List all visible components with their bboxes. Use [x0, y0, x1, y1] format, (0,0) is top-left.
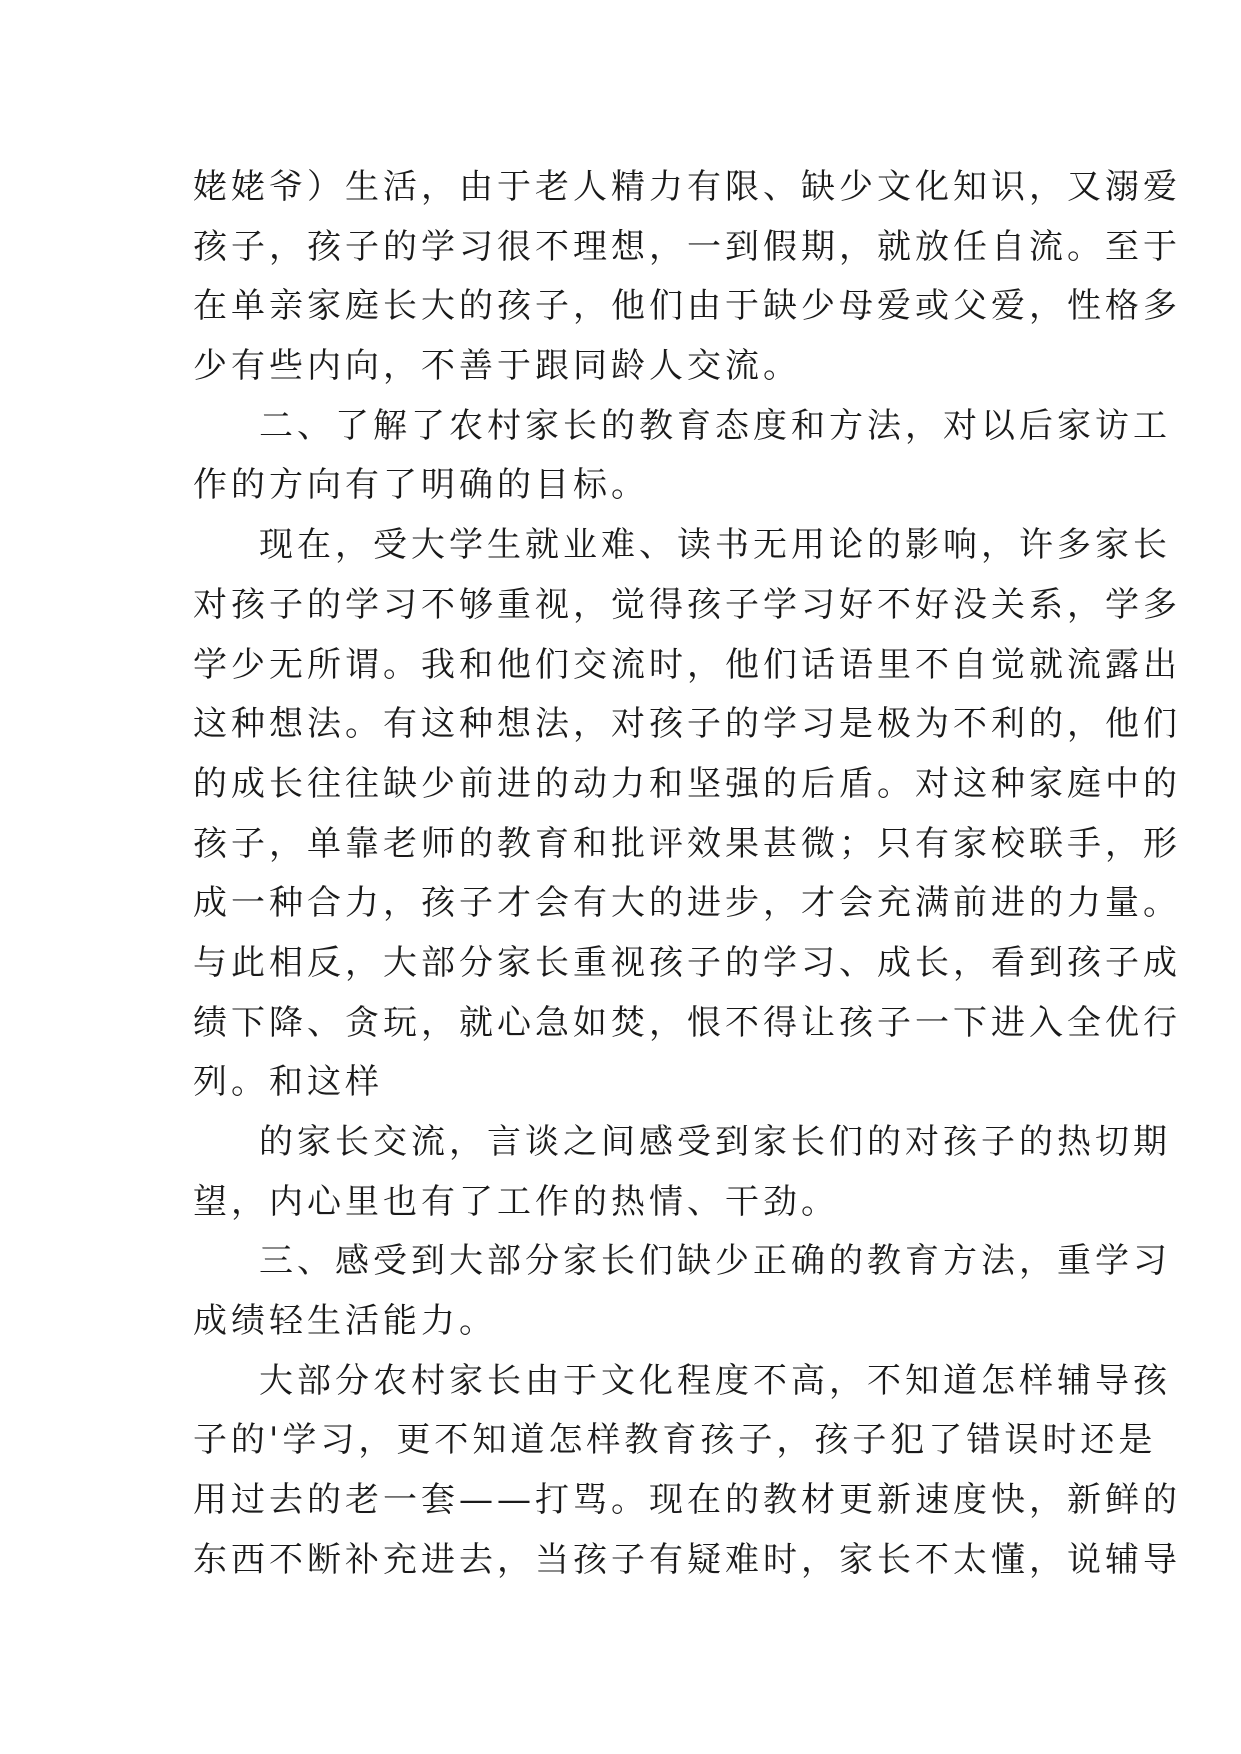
body-text — [193, 158, 1181, 1591]
text-line: 列。和这样 — [193, 1062, 383, 1103]
text-line: 用过去的老一套——打骂。现在的教材更新速度快，新鲜的 — [193, 1480, 1181, 1521]
section-heading-line: 成绩轻生活能力。 — [193, 1301, 497, 1342]
text-line: 大部分农村家长由于文化程度不高，不知道怎样辅导孩 — [259, 1360, 1171, 1401]
text-line: 对孩子的学习不够重视，觉得孩子学习好不好没关系，学多 — [193, 584, 1181, 625]
text-line: 子的'学习，更不知道怎样教育孩子，孩子犯了错误时还是 — [193, 1420, 1157, 1461]
text-line: 在单亲家庭长大的孩子，他们由于缺少母爱或父爱，性格多 — [193, 286, 1181, 327]
text-line: 孩子，孩子的学习很不理想，一到假期，就放任自流。至于 — [193, 226, 1181, 267]
section-heading-line: 作的方向有了明确的目标。 — [193, 465, 649, 506]
text-line: 少有些内向，不善于跟同龄人交流。 — [193, 346, 801, 387]
text-line: 学少无所谓。我和他们交流时，他们话语里不自觉就流露出 — [193, 644, 1181, 685]
text-line: 成一种合力，孩子才会有大的进步，才会充满前进的力量。 — [193, 883, 1181, 924]
text-line: 的成长往往缺少前进的动力和坚强的后盾。对这种家庭中的 — [193, 763, 1181, 804]
text-line: 东西不断补充进去，当孩子有疑难时，家长不太懂，说辅导 — [193, 1539, 1181, 1580]
text-line: 这种想法。有这种想法，对孩子的学习是极为不利的，他们 — [193, 704, 1181, 745]
text-line: 现在，受大学生就业难、读书无用论的影响，许多家长 — [259, 525, 1171, 566]
section-heading-line: 三、感受到大部分家长们缺少正确的教育方法，重学习 — [259, 1241, 1171, 1282]
section-heading-line: 二、了解了农村家长的教育态度和方法，对以后家访工 — [259, 405, 1171, 446]
text-line: 绩下降、贪玩，就心急如焚，恨不得让孩子一下进入全优行 — [193, 1002, 1181, 1043]
text-line: 与此相反，大部分家长重视孩子的学习、成长，看到孩子成 — [193, 942, 1181, 983]
text-line: 望，内心里也有了工作的热情、干劲。 — [193, 1181, 839, 1222]
text-line: 姥姥爷）生活，由于老人精力有限、缺少文化知识，又溺爱 — [193, 167, 1181, 207]
text-line: 的家长交流，言谈之间感受到家长们的对孩子的热切期 — [259, 1122, 1171, 1162]
text-line: 孩子，单靠老师的教育和批评效果甚微；只有家校联手，形 — [193, 823, 1181, 864]
